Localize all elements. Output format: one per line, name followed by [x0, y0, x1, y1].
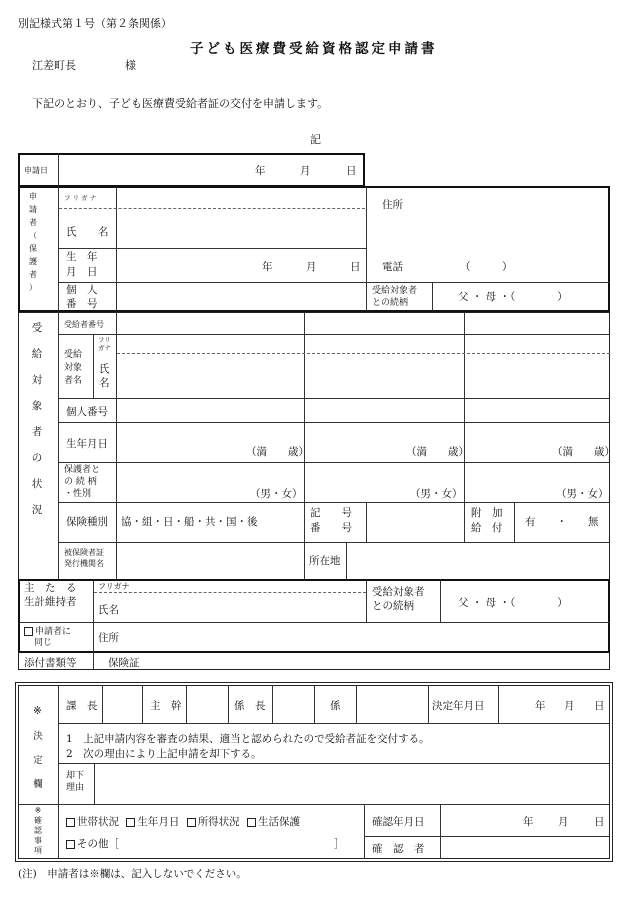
applicant-birth-label: 生 年 月 日	[66, 251, 98, 278]
role-shukan: 主 幹	[150, 700, 182, 712]
guardian-relation-label: 保護者と の 続 柄 ・性別	[64, 465, 101, 499]
main-earner-relation-label: 受給対象者 との続柄	[372, 586, 425, 612]
kigo-bango-label: 記 号 番 号	[310, 507, 352, 534]
confirmation-year: 年	[523, 816, 534, 828]
insurance-type-label: 保険種別	[66, 516, 108, 528]
recipient-id-label: 個人番号	[66, 406, 108, 418]
same-as-applicant-checkbox[interactable]: 申請者に 同じ	[24, 627, 71, 649]
main-earner-label: 主 た る 生計維持者	[24, 582, 77, 608]
applicant-id-field[interactable]	[120, 284, 362, 310]
honorific: 様	[125, 59, 136, 72]
decision-mark: ※	[33, 705, 42, 717]
applicant-name-label-2: 名	[98, 226, 109, 238]
applicant-section-label: 申 請 者 （ 保 護 者 ）	[29, 192, 37, 292]
recipient-section-label: 受 給 対 象 者 の 状 況	[31, 322, 43, 516]
application-date-label: 申請日	[24, 166, 48, 175]
applicant-id-label: 個 人 番 号	[66, 284, 98, 310]
insurance-types: 協・組・日・船・共・国・後	[121, 516, 258, 528]
main-earner-address-label: 住所	[98, 632, 119, 644]
recipient-name-label: 受給 対象 者名	[64, 350, 83, 386]
check-setai[interactable]: 世帯状況	[66, 816, 119, 828]
recipient-furigana-label: フリ ガナ	[98, 336, 111, 352]
decision-year: 年	[535, 700, 546, 712]
age-text-1: （満 歳）	[246, 446, 309, 458]
applicant-relation-label: 受給対象者 との続柄	[372, 286, 418, 308]
decision-line-1: 1 上記申請内容を審査の結果、適当と認められたので受給者証を交付する。	[66, 733, 430, 745]
applicant-address-label: 住所	[382, 199, 403, 211]
addressee: 江差町長	[32, 59, 76, 72]
applicant-birth-day: 日	[350, 261, 361, 273]
application-year: 年	[255, 165, 266, 177]
reject-reason-field[interactable]	[98, 766, 606, 801]
role-kacho: 課 長	[66, 700, 98, 712]
age-text-3: （満 歳）	[552, 446, 615, 458]
confirmation-month: 月	[558, 816, 569, 828]
footnote: (注) 申請者は※欄は、記入しないでください。	[18, 868, 247, 880]
attachments-value: 保険証	[108, 657, 140, 669]
decision-line-2: 2 次の理由により上記申請を却下する。	[66, 748, 262, 760]
reject-reason-label: 却下 理由	[66, 771, 85, 793]
applicant-name-label-1: 氏	[66, 226, 77, 238]
applicant-relation-value: 父 ・ 母 ・（ ）	[458, 291, 568, 303]
check-birth[interactable]: 生年月日	[126, 816, 179, 828]
applicant-address-field[interactable]	[372, 214, 606, 244]
main-earner-furigana-label: フリガナ	[98, 582, 130, 591]
age-text-2: （満 歳）	[406, 446, 469, 458]
application-date-field[interactable]	[62, 156, 357, 184]
intro-text: 下記のとおり、子ども医療費受給者証の交付を申請します。	[32, 97, 329, 110]
role-kakaricho: 係 長	[234, 700, 266, 712]
applicant-furigana-label: フ リ ガ ナ	[64, 194, 97, 202]
attachments-label: 添付書類等	[24, 657, 77, 669]
other-close-bracket: ］	[334, 838, 345, 850]
applicant-name-field[interactable]	[120, 210, 362, 246]
form-title: 子ども医療費受給資格認定申請書	[190, 41, 438, 57]
confirmation-section-label: ※ 確 認 事 項	[34, 806, 42, 855]
insurer-label: 被保険者証 発行機関名	[64, 548, 104, 568]
fuka-kyufu-value: 有 ・ 無	[525, 516, 599, 528]
gender-text-3: （男・女）	[556, 488, 609, 500]
check-other[interactable]: その他［	[66, 836, 119, 851]
applicant-birth-month: 月	[306, 261, 317, 273]
main-earner-name-label: 氏名	[98, 604, 119, 616]
decision-day: 日	[594, 700, 605, 712]
applicant-birth-year: 年	[262, 261, 273, 273]
decision-date-label: 決定年月日	[432, 700, 485, 712]
recipient-shimei-label: 氏 名	[99, 363, 110, 389]
decision-month: 月	[564, 700, 575, 712]
application-day: 日	[346, 165, 357, 177]
confirmer-label: 確 認 者	[372, 843, 425, 855]
confirmation-items	[66, 814, 300, 829]
application-month: 月	[300, 165, 311, 177]
applicant-phone-label: 電話	[382, 261, 403, 273]
attachments-row	[18, 652, 610, 670]
decision-section-label: 決 定 欄	[33, 731, 43, 790]
recipient-birth-label: 生年月日	[66, 438, 108, 450]
form-number: 別記様式第１号（第２条関係）	[18, 17, 172, 30]
role-kakari: 係	[330, 700, 341, 712]
gender-text-1: （男・女）	[250, 488, 303, 500]
check-income[interactable]: 所得状況	[187, 816, 240, 828]
ki-label: 記	[310, 133, 321, 146]
gender-text-2: （男・女）	[410, 488, 463, 500]
applicant-phone-paren: （ ）	[460, 261, 513, 273]
confirmation-day: 日	[594, 816, 605, 828]
check-welfare[interactable]: 生活保護	[247, 816, 300, 828]
confirmation-date-label: 確認年月日	[372, 816, 425, 828]
location-label: 所在地	[309, 555, 341, 567]
main-earner-relation-value: 父 ・ 母 ・（ ）	[458, 597, 568, 609]
fuka-kyufu-label: 附 加 給 付	[471, 507, 503, 534]
recipient-number-label: 受給者番号	[64, 320, 104, 329]
